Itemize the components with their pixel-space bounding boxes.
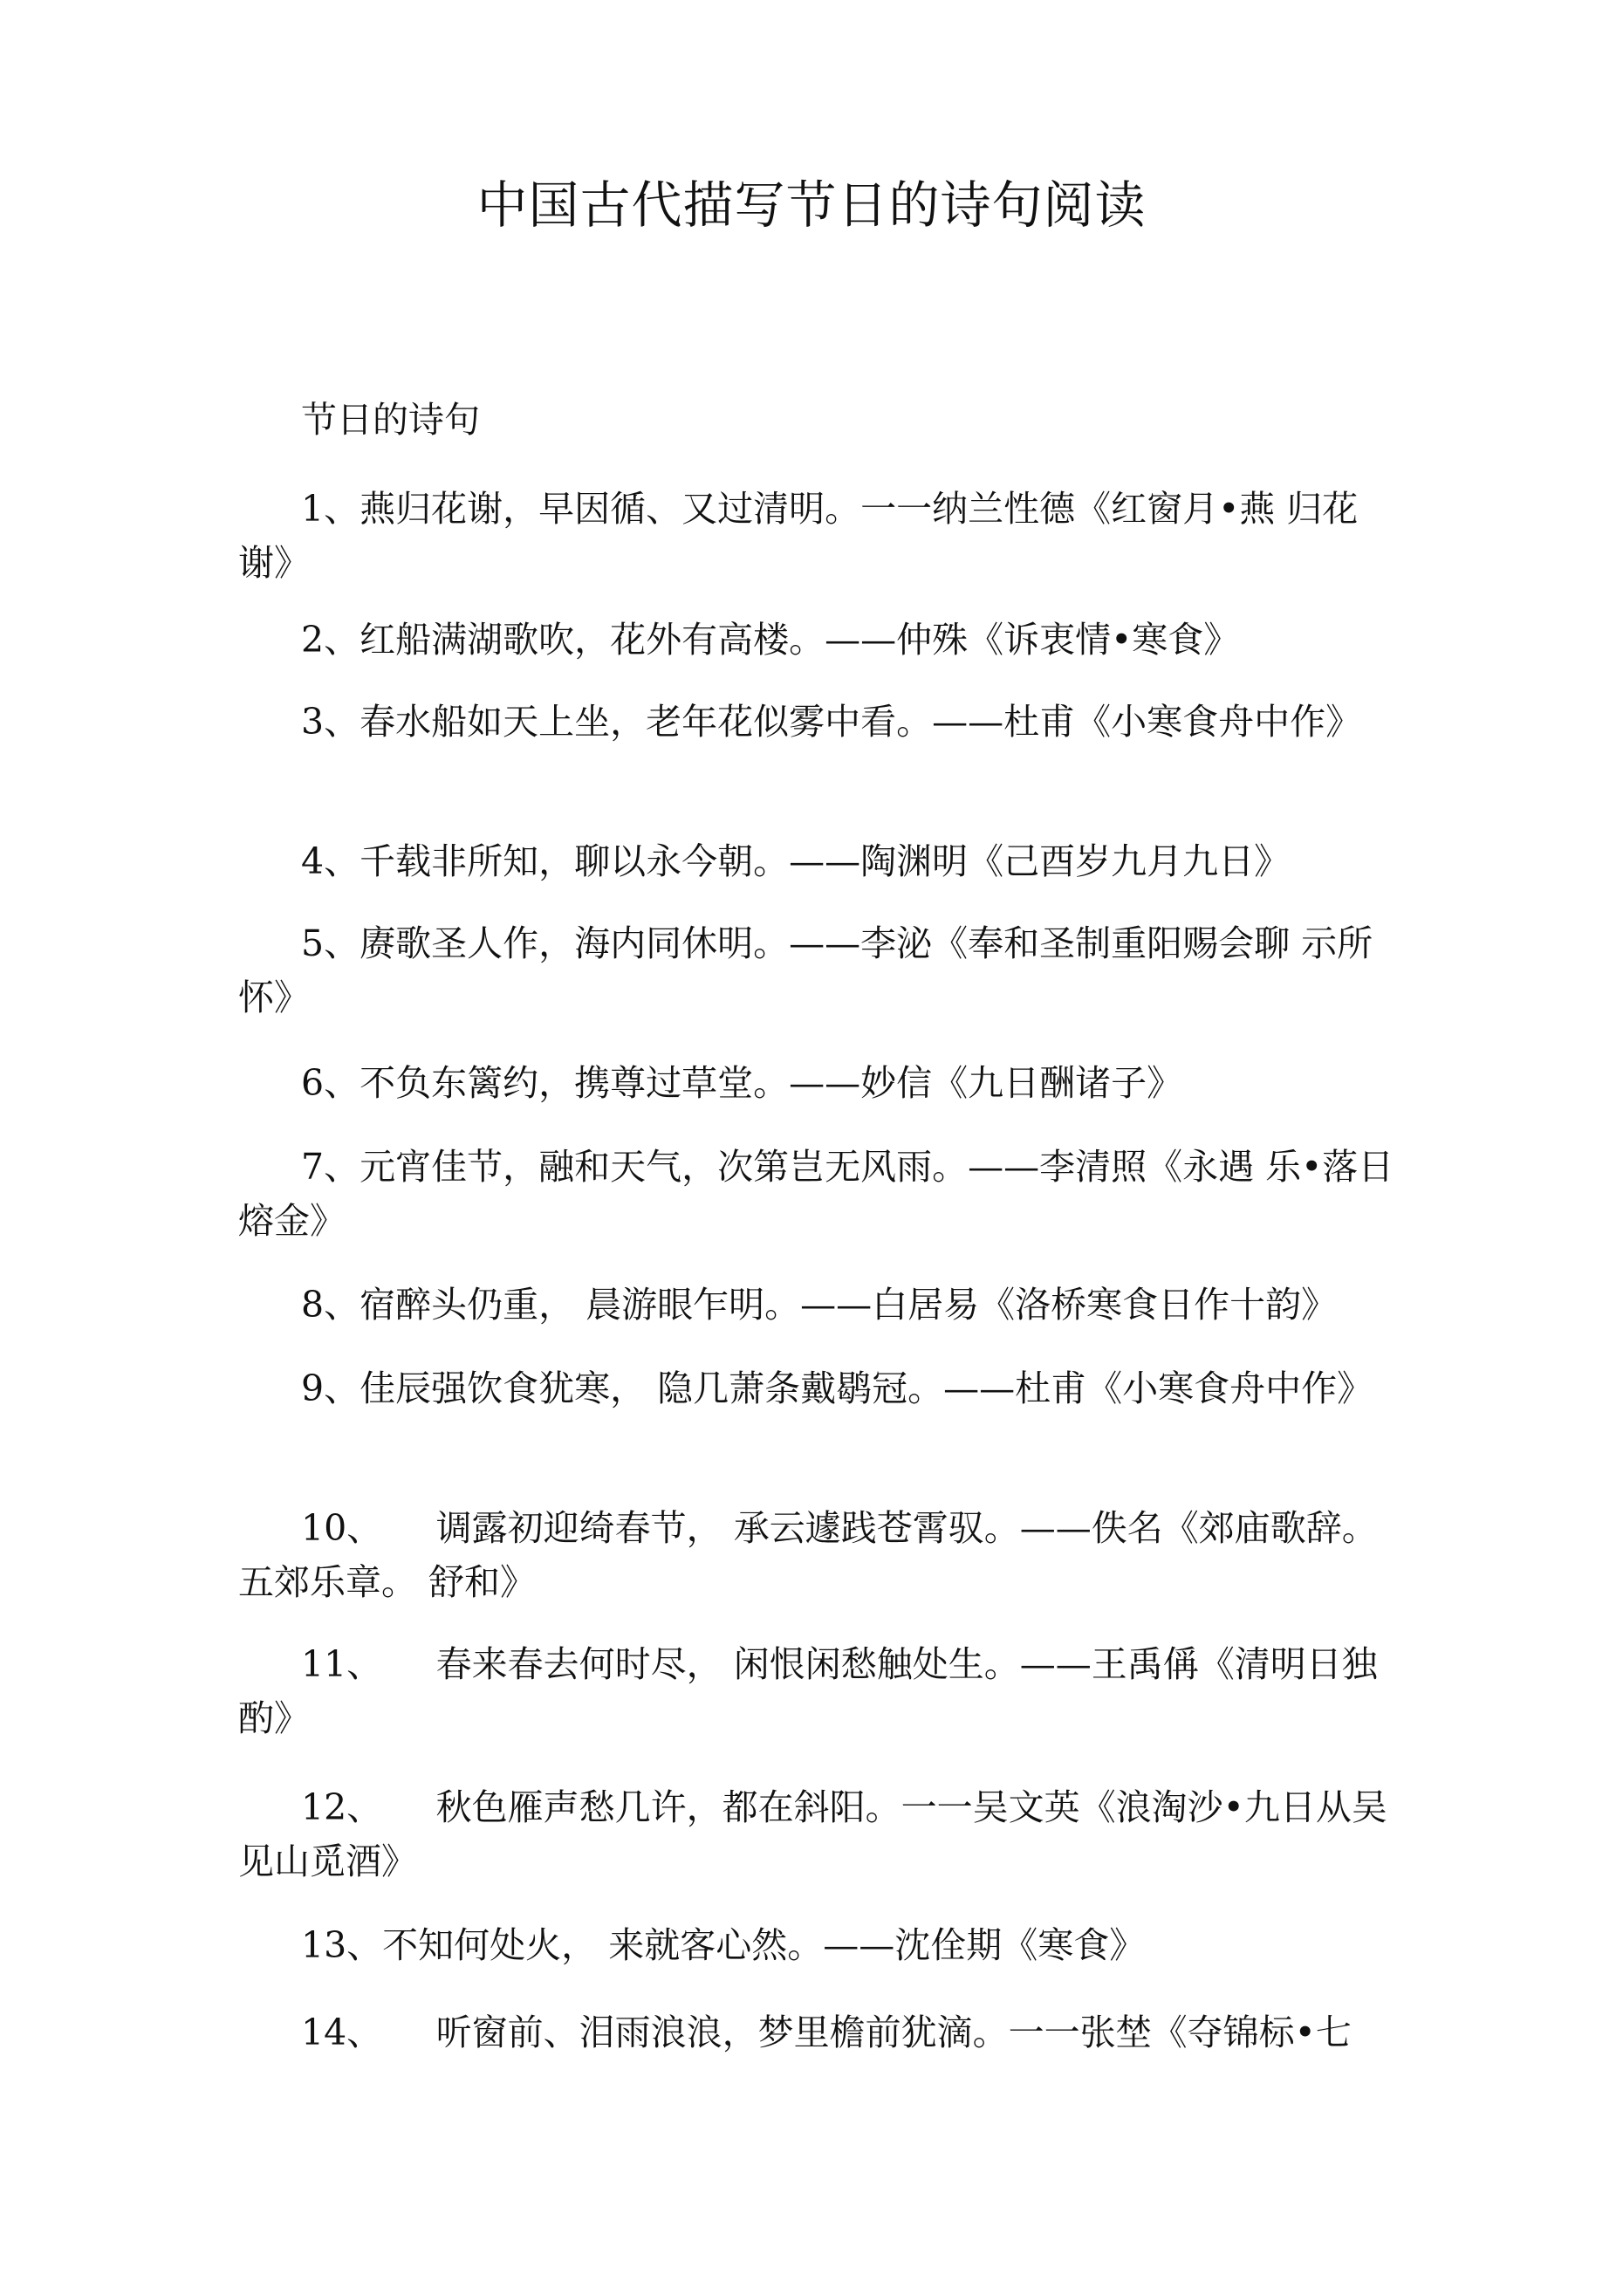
- section-heading: 节日的诗句: [301, 399, 480, 441]
- poem-line-14: 14、 听窗前、泪雨浪浪，梦里檐前犹滴。一一张埜《夺锦标•七: [301, 2012, 1352, 2053]
- poem-line-7: 7、元宵佳节，融和天气，次第岂无风雨。——李清照《永遇 乐•落日熔金》: [238, 1146, 1394, 1242]
- poem-line-12: 12、 秋色雁声愁几许，都在斜阳。一一吴文英《浪淘沙•九日从吴见山觅酒》: [238, 1786, 1387, 1882]
- poem-line-11: 11、 春来春去何时尽， 闲恨闲愁触处生。——王禹偁《清明日独 酌》: [238, 1643, 1378, 1739]
- poem-line-8: 8、宿醉头仍重， 晨游眼乍明。——白居易《洛桥寒食日作十韵》: [301, 1284, 1338, 1326]
- poem-line-1: 1、燕归花谢，早因循、又过清明。一一纳兰性德《红窗月•燕 归花谢》: [238, 488, 1359, 584]
- page-title: 中国古代描写节日的诗句阅读: [476, 175, 1147, 235]
- poem-line-10: 10、 调露初迎绮春节， 承云遽践苍霄驭。——佚名《郊庙歌辞。 五郊乐章。 舒和》: [238, 1507, 1378, 1603]
- poem-line-3: 3、春水船如天上坐，老年花似雾中看。——杜甫《小寒食舟中作》: [301, 701, 1362, 743]
- poem-line-6: 6、不负东篱约，携尊过草堂。——妙信《九日酬诸子》: [301, 1062, 1183, 1104]
- poem-line-13: 13、不知何处火， 来就客心然。——沈佺期《寒食》: [301, 1924, 1146, 1966]
- poem-line-4: 4、千载非所知，聊以永今朝。——陶渊明《己酉岁九月九日》: [301, 840, 1291, 882]
- poem-line-9: 9、佳辰强饮食犹寒， 隐几萧条戴鹖冠。——杜甫《小寒食舟中作》: [301, 1367, 1373, 1409]
- poem-line-5: 5、赓歌圣人作，海内同休明。——李泌《奉和圣制重阳赐会聊 示所怀》: [238, 922, 1373, 1018]
- poem-line-2: 2、红船满湖歌吹，花外有高楼。——仲殊《诉衷情•寒食》: [301, 619, 1240, 661]
